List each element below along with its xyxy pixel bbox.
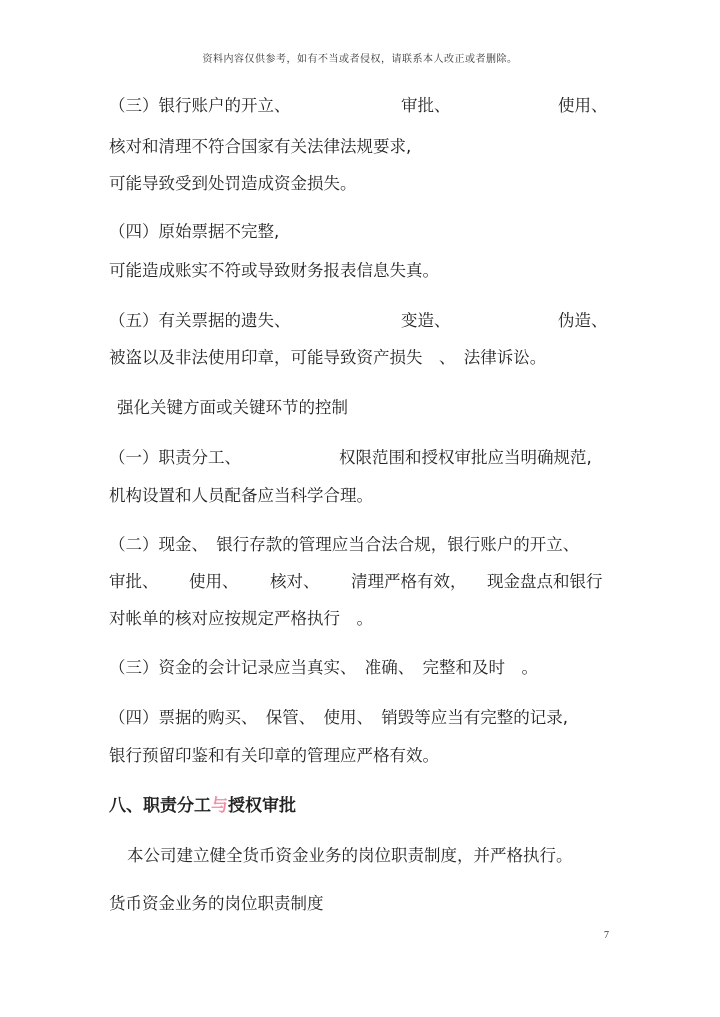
text-segment: （四）票据的购买、 保管、 使用、 销毁等应当有完整的记录, <box>109 708 568 727</box>
text-segment: （二）现金、 银行存款的管理应当合法合规，银行账户的开立、 <box>109 535 580 554</box>
text-segment: （三）银行账户的开立、 <box>109 96 291 115</box>
text-segment: （一）职责分工、 <box>109 448 241 467</box>
text-segment: 强化关键方面或关键环节的控制 <box>117 398 348 417</box>
heading-text-highlight: 与 <box>211 796 228 816</box>
text-segment: 可能导致受到处罚造成资金损失。 <box>109 174 357 193</box>
heading-text: 八、职责分工 <box>109 796 211 816</box>
section-heading <box>109 796 296 816</box>
text-segment: 审批、 <box>401 96 451 115</box>
text-segment: 本公司建立健全货币资金业务的岗位职责制度，并严格执行。 <box>127 846 573 865</box>
text-segment: 机构设置和人员配备应当科学合理。 <box>109 486 373 505</box>
text-segment: 可能造成账实不符或导致财务报表信息失真。 <box>109 261 439 280</box>
text-segment: 银行预留印鉴和有关印章的管理应严格有效。 <box>109 746 439 765</box>
text-segment: 对帐单的核对应按规定严格执行 。 <box>109 609 373 628</box>
text-segment: 被盗以及非法使用印章，可能导致资产损失 、 法律诉讼。 <box>109 348 547 367</box>
text-segment: 核对和清理不符合国家有关法律法规要求, <box>109 137 412 156</box>
text-segment: 货币资金业务的岗位职责制度 <box>109 894 324 913</box>
text-segment: 审批、 <box>109 572 159 591</box>
text-segment: （四）原始票据不完整, <box>109 222 280 241</box>
copyright-header-note: 资料内容仅供参考，如有不当或者侵权，请联系本人改正或者删除。 <box>202 54 518 65</box>
text-segment: 使用、 <box>189 572 239 591</box>
heading-text: 授权审批 <box>228 796 296 816</box>
text-segment: 变造、 <box>401 311 451 330</box>
text-segment: 使用、 <box>558 96 608 115</box>
text-segment: 清理严格有效， <box>351 572 467 591</box>
text-segment: 现金盘点和银行 <box>487 572 603 591</box>
text-segment: 权限范围和授权审批应当明确规范, <box>339 448 592 467</box>
text-segment: 核对、 <box>270 572 320 591</box>
text-segment: （五）有关票据的遗失、 <box>109 311 291 330</box>
page-number: 7 <box>604 930 609 941</box>
text-segment: 伪造、 <box>558 311 608 330</box>
text-segment: （三）资金的会计记录应当真实、 准确、 完整和及时 。 <box>109 658 538 677</box>
